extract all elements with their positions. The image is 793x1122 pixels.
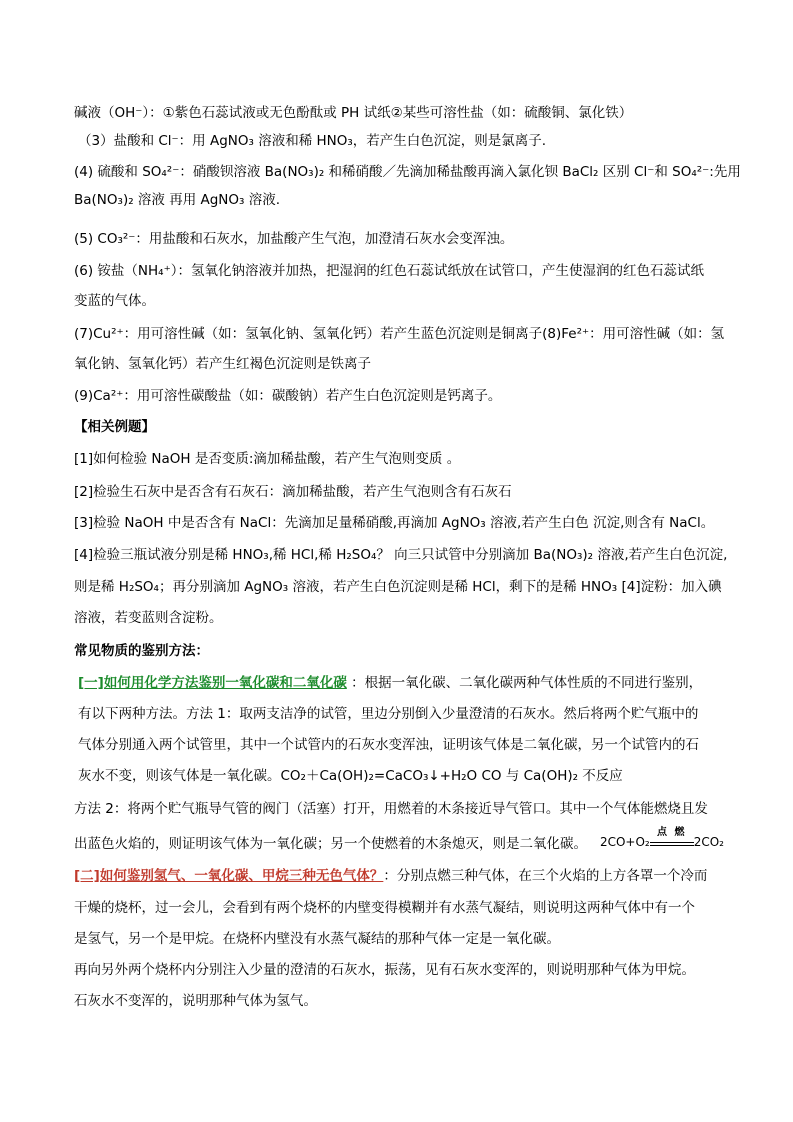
text-line: (7)Cu²⁺：用可溶性碱（如：氢氧化钠、氢氧化钙）若产生蓝色沉淀则是铜离子(8)Fe²⁺：用可溶性碱（如：氢: [74, 326, 725, 342]
text-line: 干燥的烧杯，过一会儿，会看到有两个烧杯的内壁变得模糊并有水蒸气凝结，则说明这两种气体中有一个: [74, 900, 695, 916]
equation-right: 2CO₂: [693, 835, 724, 849]
text-line: 出蓝色火焰的，则证明该气体为一氧化碳；另一个使燃着的木条熄灭，则是二氧化碳。: [74, 836, 587, 852]
subsection-title: [一]如何用化学方法鉴别一氧化碳和二氧化碳: [78, 675, 347, 691]
text-line: 灰水不变，则该气体是一氧化碳。CO₂＋Ca(OH)₂=CaCO₃↓+H₂O CO 与 Ca(OH)₂ 不反应: [78, 768, 623, 784]
condition-text: 点 燃: [656, 827, 687, 838]
reaction-condition: [650, 827, 694, 846]
text-line: (6) 铵盐（NH₄⁺）：氢氧化钠溶液并加热，把湿润的红色石蕊试纸放在试管口，产生使湿润的红色石蕊试纸: [74, 263, 704, 279]
text-line: [3]检验 NaOH 中是否含有 NaCl：先滴加足量稀硝酸,再滴加 AgNO₃ 溶液,若产生白色 沉淀,则含有 NaCl。: [74, 515, 715, 531]
text-span: ：分别点燃三种气体，在三个火焰的上方各罩一个冷而: [383, 868, 708, 884]
section-heading: 【相关例题】: [74, 419, 155, 435]
text-line: 方法 2：将两个贮气瓶导气管的阀门（活塞）打开，用燃着的木条接近导气管口。其中一个气体能燃烧且发: [74, 801, 708, 817]
text-line: 碱液（OH⁻）：①紫色石蕊试液或无色酚酞或 PH 试纸②某些可溶性盐（如：硫酸铜、氯化铁）: [74, 105, 633, 121]
text-line: 则是稀 H₂SO₄；再分别滴加 AgNO₃ 溶液，若产生白色沉淀则是稀 HCl，剩下的是稀 HNO₃ [4]淀粉：加入碘: [74, 579, 722, 595]
text-line: [74, 867, 707, 885]
text-line: Ba(NO₃)₂ 溶液 再用 AgNO₃ 溶液.: [74, 192, 281, 208]
text-line: [1]如何检验 NaOH 是否变质:滴加稀盐酸，若产生气泡则变质 。: [74, 451, 461, 467]
text-line: 气体分别通入两个试管里，其中一个试管内的石灰水变浑浊，证明该气体是二氧化碳，另一个试管内的石: [78, 737, 699, 753]
text-line: （3）盐酸和 Cl⁻：用 AgNO₃ 溶液和稀 HNO₃，若产生白色沉淀，则是氯离子.: [78, 133, 547, 149]
text-line: (5) CO₃²⁻：用盐酸和石灰水，加盐酸产生气泡，加澄清石灰水会变浑浊。: [74, 231, 514, 247]
equation-left: 2CO+O₂: [599, 835, 650, 849]
text-line: 有以下两种方法。方法 1：取两支洁净的试管，里边分别倒入少量澄清的石灰水。然后将两个贮气瓶中的: [78, 706, 699, 722]
equals-bar: [650, 842, 694, 846]
text-line: (9)Ca²⁺：用可溶性碳酸盐（如：碳酸钠）若产生白色沉淀则是钙离子。: [74, 388, 502, 404]
text-line: 氧化钠、氢氧化钙）若产生红褐色沉淀则是铁离子: [74, 356, 371, 372]
text-line: (4) 硫酸和 SO₄²⁻：硝酸钡溶液 Ba(NO₃)₂ 和稀硝酸／先滴加稀盐酸再滴入氯化钡 BaCl₂ 区别 Cl⁻和 SO₄²⁻:先用: [74, 164, 741, 180]
section-heading: 常见物质的鉴别方法：: [74, 643, 209, 659]
text-line: [2]检验生石灰中是否含有石灰石：滴加稀盐酸，若产生气泡则含有石灰石: [74, 484, 512, 500]
text-line: [78, 674, 702, 692]
text-line: [4]检验三瓶试液分别是稀 HNO₃,稀 HCl,稀 H₂SO₄？ 向三只试管中分别滴加 Ba(NO₃)₂ 溶液,若产生白色沉淀,: [74, 547, 728, 563]
text-line: 溶液，若变蓝则含淀粉。: [74, 610, 223, 626]
text-line: 变蓝的气体。: [74, 293, 155, 309]
subsection-title: [二]如何鉴别氢气、一氧化碳、甲烷三种无色气体？: [74, 868, 384, 884]
text-line: 是氢气，另一个是甲烷。在烧杯内壁没有水蒸气凝结的那种气体一定是一氧化碳。: [74, 931, 560, 947]
chemical-equation: [599, 827, 724, 849]
text-line: 石灰水不变浑的，说明那种气体为氢气。: [74, 993, 317, 1009]
text-line: 再向另外两个烧杯内分别注入少量的澄清的石灰水，振荡，见有石灰水变浑的，则说明那种气体为甲烷。: [74, 962, 695, 978]
text-span: ：根据一氧化碳、二氧化碳两种气体性质的不同进行鉴别，: [346, 675, 703, 691]
